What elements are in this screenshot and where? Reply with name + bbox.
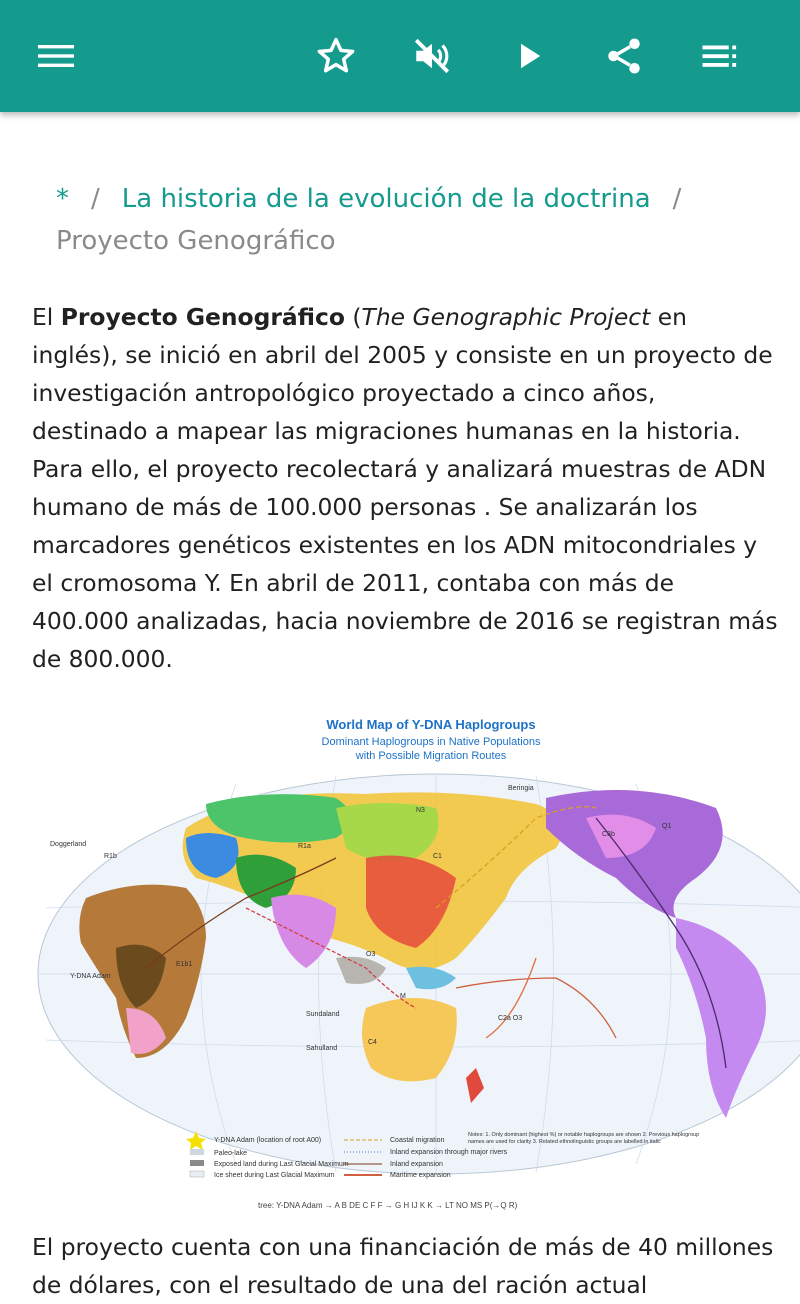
label-beringia: Beringia bbox=[508, 785, 534, 792]
volume-off-icon bbox=[411, 35, 453, 77]
legend-swatch-exposed bbox=[190, 1160, 204, 1166]
label-c2a-o3: C2a O3 bbox=[498, 1015, 523, 1022]
legend-swatch-paleolake bbox=[190, 1149, 204, 1155]
label-c4: C4 bbox=[368, 1039, 377, 1046]
label-c3b: C3b bbox=[602, 831, 615, 838]
label-sundaland: Sundaland bbox=[306, 1011, 340, 1018]
text-span: ( bbox=[344, 303, 362, 331]
breadcrumb bbox=[56, 178, 756, 262]
share-button[interactable] bbox=[596, 28, 652, 84]
label-n3: N3 bbox=[416, 807, 425, 814]
legend-maritime: Maritime expansion bbox=[390, 1172, 451, 1179]
label-sahulland: Sahulland bbox=[306, 1045, 338, 1052]
legend-adam: Y-DNA Adam (location of root A00) bbox=[214, 1137, 322, 1144]
app-bar bbox=[0, 0, 800, 112]
label-r1b: R1b bbox=[104, 853, 117, 860]
legend-paleolake: Paleo-lake bbox=[214, 1150, 248, 1157]
legend-exposed: Exposed land during Last Glacial Maximum bbox=[214, 1161, 349, 1168]
star-outline-icon bbox=[315, 35, 357, 77]
article-paragraph-2: El proyecto cuenta con una financiación de más de 40 millones de dólares, con el resultado de una del ración actual bbox=[32, 1233, 774, 1299]
label-e1b1: E1b1 bbox=[176, 961, 193, 968]
breadcrumb-parent-link[interactable]: La historia de la evolución de la doctrina bbox=[121, 184, 651, 214]
mute-button[interactable] bbox=[404, 28, 460, 84]
article-paragraph-1 bbox=[32, 298, 778, 678]
haplogroup-tree: tree: Y-DNA Adam → A B DE C F F → G H IJ K K → LT NO MS P(→Q R) bbox=[258, 1201, 518, 1210]
legend-notes-box bbox=[468, 1132, 708, 1178]
label-y-dna-adam: Y-DNA Adam bbox=[70, 973, 111, 980]
text-span: El bbox=[32, 303, 61, 331]
legend-notes: Notes: 1. Only dominant (highest %) or notable haplogroups are shown 2. Previous haplogroup names are used for clarity 3. Related ethnolinguistic groups are labelled in italic bbox=[468, 1132, 700, 1145]
label-m: M bbox=[400, 993, 406, 1000]
breadcrumb-separator: / bbox=[91, 184, 100, 214]
label-o3: O3 bbox=[366, 951, 376, 958]
italic-term: The Genographic Project bbox=[361, 303, 651, 331]
label-q1: Q1 bbox=[662, 823, 672, 830]
bold-term: Proyecto Genográfico bbox=[60, 303, 345, 331]
map-subtitle-1: Dominant Haplogroups in Native Populations bbox=[321, 736, 541, 748]
legend-coastal: Coastal migration bbox=[390, 1137, 445, 1144]
legend-inland: Inland expansion bbox=[390, 1161, 443, 1168]
legend-ice: Ice sheet during Last Glacial Maximum bbox=[214, 1172, 335, 1179]
label-r1a: R1a bbox=[298, 843, 311, 850]
playlist-button[interactable] bbox=[692, 28, 748, 84]
legend-inland-rivers: Inland expansion through major rivers bbox=[390, 1149, 508, 1156]
play-button[interactable] bbox=[500, 28, 556, 84]
text-span: en inglés), se inició en abril del 2005 y consiste en un proyecto de investigación antropológico proyectado a cinco años, destinado a mapear las migraciones humanas en la historia. Para ello, el proyecto recolectará y analizará muestras de ADN humano de más de 100.000 personas . Se analizarán los marcadores genéticos existentes en los ADN mitocondriales y el cromosoma Y. En abril de 2011, contaba con más de 400.000 analizadas, hacia noviembre de 2016 se registran más de 800.000. bbox=[32, 303, 778, 673]
map-subtitle-2: with Possible Migration Routes bbox=[355, 750, 507, 762]
favorite-button[interactable] bbox=[308, 28, 364, 84]
map-title: World Map of Y-DNA Haplogroups bbox=[326, 717, 536, 732]
haplogroup-map-image[interactable] bbox=[36, 708, 800, 1218]
play-icon bbox=[507, 35, 549, 77]
label-c1: C1 bbox=[433, 853, 442, 860]
menu-button[interactable] bbox=[28, 28, 84, 84]
playlist-icon bbox=[699, 35, 741, 77]
breadcrumb-home-link[interactable]: * bbox=[56, 184, 69, 214]
breadcrumb-separator: / bbox=[672, 184, 682, 214]
label-doggerland: Doggerland bbox=[50, 841, 87, 848]
legend-swatch-ice bbox=[190, 1171, 204, 1177]
share-icon bbox=[603, 35, 645, 77]
menu-icon bbox=[36, 36, 76, 76]
breadcrumb-current: Proyecto Genográfico bbox=[56, 226, 336, 256]
